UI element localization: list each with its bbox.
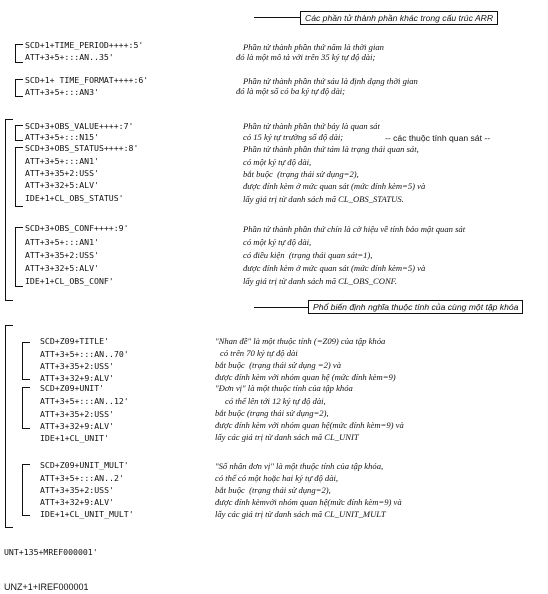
desc-line: có 15 ký tự trường số độ dài;: [243, 132, 344, 142]
code-line: ATT+3+5+:::AN3': [25, 87, 99, 97]
desc-line: Phần tử thành phần thứ sáu là định dạng thời gian: [243, 76, 418, 86]
code-line: IDE+1+CL_OBS_STATUS': [25, 193, 124, 203]
code-line: IDE+1+CL_OBS_CONF': [25, 276, 114, 286]
code-line: ATT+3+5+:::AN..35': [25, 52, 114, 62]
code-line: SCD+3+OBS_VALUE++++:7': [25, 121, 134, 131]
code-line: ATT+3+32+5:ALV': [25, 263, 99, 273]
desc-line: bắt buộc (trạng thái sử dụng =2) và: [215, 360, 342, 370]
code-line: ATT+3+32+9:ALV': [40, 497, 114, 507]
bracket-keyset-outer-bottom: [5, 527, 13, 528]
bracket-2: [15, 79, 16, 97]
desc-line: lấy giá trị từ danh sách mã CL_OBS_STATUS.: [243, 194, 404, 204]
bracket-unit-bottom: [22, 428, 30, 429]
desc-line: đó là một số có ba ký tự độ dài;: [236, 86, 345, 96]
obs-attributes-note: -- các thuộc tính quan sát --: [385, 133, 491, 143]
bracket-obs-outer-top: [5, 119, 13, 120]
code-line: ATT+3+35+2:USS': [40, 409, 114, 419]
bracket-4-bottom: [15, 206, 23, 207]
code-line: ATT+3+32+5:ALV': [25, 180, 99, 190]
bracket-4: [15, 147, 16, 207]
code-line: SCD+Z09+UNIT_MULT': [40, 460, 129, 470]
desc-line: lấy các giá trị từ danh sách mã CL_UNIT_MULT: [215, 509, 386, 519]
desc-line: có điều kiện (trạng thái quan sát=1),: [243, 250, 373, 260]
desc-line: Phần tử thành phần thứ tám là trạng thái quan sát,: [243, 144, 419, 154]
code-line: ATT+3+5+:::AN..70': [40, 349, 129, 359]
desc-line: được đính kèm ở mức quan sát (mức đính kèm=5) và: [243, 181, 426, 191]
desc-line: được đính kèmvới nhóm quan hệ(mức đính kèm=9) và: [215, 497, 402, 507]
desc-line: "Nhan đề" là một thuộc tính (=Z09) của tập khóa: [215, 336, 386, 346]
code-line: ATT+3+35+2:USS': [40, 485, 114, 495]
bracket-2-bottom: [15, 96, 23, 97]
desc-line: lấy các giá trị từ danh sách mã CL_UNIT: [215, 432, 359, 442]
middle-box: Phổ biến định nghĩa thuộc tính của cùng một tập khóa: [308, 300, 523, 314]
bracket-3-top: [15, 125, 23, 126]
code-line: SCD+1+ TIME_FORMAT++++:6': [25, 75, 149, 85]
desc-line: có một ký tự độ dài,: [243, 157, 312, 167]
desc-line: được đính kèm ở mức quan sát (mức đính kèm=5) và: [243, 263, 426, 273]
desc-line: Phần tử thành phần thứ chín là cờ hiệu về tính bảo mật quan sát: [243, 224, 466, 234]
bracket-unit-mult-bottom: [22, 515, 30, 516]
unz-segment: UNZ+1+IREF000001: [4, 582, 89, 592]
header-rule: [254, 17, 300, 18]
desc-line: được đính kèm với nhóm quan hệ(mức đính kèm=9) và: [215, 420, 404, 430]
code-line: ATT+3+35+2:USS': [25, 250, 99, 260]
bracket-unit-top: [22, 387, 30, 388]
bracket-obs-outer: [5, 119, 6, 301]
bracket-2-top: [15, 79, 23, 80]
desc-line: đó là một mô tả với trên 35 ký tự độ dài;: [236, 52, 376, 62]
code-line: IDE+1+CL_UNIT_MULT': [40, 509, 134, 519]
code-line: IDE+1+CL_UNIT': [40, 433, 110, 443]
desc-line: có thể lên tới 12 ký tự độ dài,: [225, 396, 326, 406]
code-line: ATT+3+5+:::AN1': [25, 156, 99, 166]
bracket-title-top: [22, 342, 30, 343]
code-line: ATT+3+5+:::AN..2': [40, 473, 124, 483]
code-line: ATT+3+35+2:USS': [40, 361, 114, 371]
bracket-3: [15, 125, 16, 141]
bracket-title-bottom: [22, 379, 30, 380]
middle-rule: [254, 307, 308, 308]
bracket-keyset-outer: [5, 325, 6, 528]
bracket-4-top: [15, 147, 23, 148]
code-line: ATT+3+32+9:ALV': [40, 373, 114, 383]
bracket-1: [15, 44, 16, 63]
desc-line: có thể có một hoặc hai ký tự độ dài,: [215, 473, 339, 483]
header-box: Các phần tử thành phần khác trong cấu trúc ARR: [300, 11, 498, 25]
code-line: ATT+3+35+2:USS': [25, 168, 99, 178]
bracket-5-bottom: [15, 286, 23, 287]
desc-line: "Đơn vị" là một thuộc tính của tập khóa: [215, 383, 353, 393]
code-line: SCD+3+OBS_STATUS++++:8': [25, 143, 139, 153]
desc-line: bắt buộc (trạng thái sử dụng=2),: [215, 485, 331, 495]
bracket-unit-mult: [22, 464, 23, 516]
bracket-1-bottom: [15, 62, 23, 63]
bracket-5: [15, 227, 16, 287]
desc-line: "Số nhân đơn vị" là một thuộc tính của tập khóa,: [215, 461, 384, 471]
code-line: SCD+Z09+TITLE': [40, 336, 110, 346]
desc-line: có một ký tự độ dài,: [243, 237, 312, 247]
code-line: ATT+3+5+:::N15': [25, 132, 99, 142]
desc-line: lấy giá trị từ danh sách mã CL_OBS_CONF.: [243, 276, 397, 286]
unt-segment: UNT+135+MREF000001': [4, 547, 98, 557]
code-line: SCD+1+TIME_PERIOD++++:5': [25, 40, 144, 50]
desc-line: được đính kèm với nhóm quan hệ (mức đính kèm=9): [215, 372, 396, 382]
code-line: SCD+Z09+UNIT': [40, 383, 105, 393]
desc-line: Phần tử thành phần thứ năm là thời gian: [243, 42, 384, 52]
desc-line: bắt buộc (trạng thái sử dụng=2),: [243, 169, 359, 179]
code-line: ATT+3+5+:::AN..12': [40, 396, 129, 406]
bracket-unit: [22, 387, 23, 429]
bracket-3-bottom: [15, 140, 23, 141]
code-line: SCD+3+OBS_CONF++++:9': [25, 223, 129, 233]
code-line: ATT+3+5+:::AN1': [25, 237, 99, 247]
desc-line: Phần tử thành phần thứ bảy là quan sát: [243, 121, 380, 131]
desc-line: có trên 70 ký tự độ dài: [220, 348, 298, 358]
bracket-keyset-outer-top: [5, 325, 13, 326]
code-line: ATT+3+32+9:ALV': [40, 421, 114, 431]
bracket-unit-mult-top: [22, 464, 30, 465]
bracket-title: [22, 342, 23, 380]
bracket-5-top: [15, 227, 23, 228]
bracket-obs-outer-bottom: [5, 300, 13, 301]
bracket-1-top: [15, 44, 23, 45]
desc-line: bắt buộc (trạng thái sử dụng=2),: [215, 408, 329, 418]
